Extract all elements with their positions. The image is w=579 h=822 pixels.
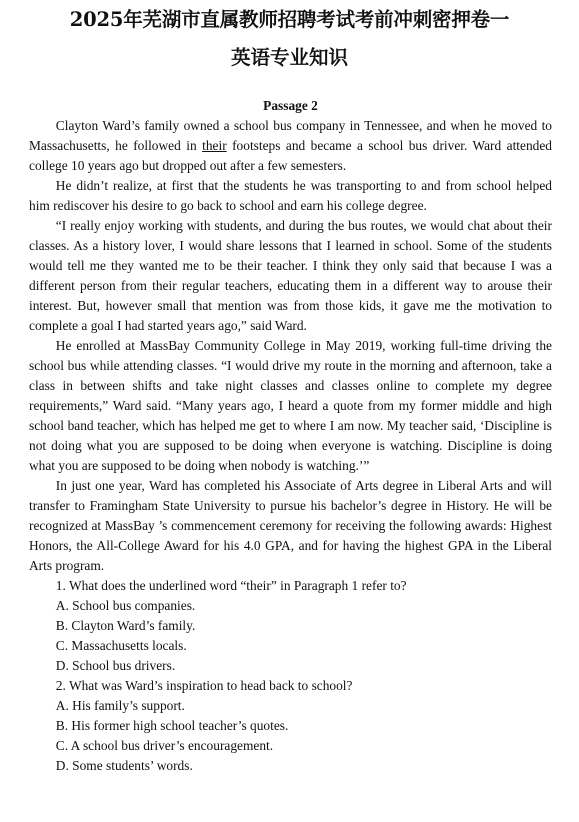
paragraph-3: “I really enjoy working with students, and during the bus routes, we would chat about their classes. As a history lover, I would share lessons that I learned in school. Some of the students would tell me they wanted me to be their teacher. I think they only said that because I was a different person from their regular teachers, educating them in a different way to arouse their interest. But, however small that mention was from those kids, it gave me the motivation to complete a goal I had started years ago,” said Ward. [29, 218, 552, 333]
question-1 [29, 576, 552, 676]
question-1-stem: 1. What does the underlined word “their” in Paragraph 1 refer to? [55, 578, 407, 593]
exam-subtitle: 英语专业知识 [230, 46, 348, 69]
passage-title: Passage 2 [263, 98, 318, 113]
passage-content [29, 96, 552, 776]
question-1-option-b: B. Clayton Ward’s family. [55, 618, 196, 633]
paragraph-1 [29, 116, 552, 176]
question-2-option-d: D. Some students’ words. [55, 758, 193, 773]
exam-title: 2025年芜湖市直属教师招聘考试考前冲刺密押卷一 [69, 8, 510, 31]
question-1-option-c: C. Massachusetts locals. [55, 638, 187, 653]
question-1-option-a: A. School bus companies. [55, 598, 196, 613]
underlined-word: their [202, 138, 227, 153]
question-2 [29, 676, 552, 776]
paragraph-5: In just one year, Ward has completed his Associate of Arts degree in Liberal Arts and will transfer to Framingham State University to pursue his bachelor’s degree in History. He will be recognized at MassBay ’s commencement ceremony for receiving the following awards: Highest Honors, the All-College Award for his 4.0 GPA, and for having the highest GPA in the Liberal Arts program. [29, 478, 552, 573]
paragraph-1-end: footsteps and became a school bus driver. Ward attended college 10 years ago but dropped out after a few semesters. [29, 138, 552, 173]
question-2-option-a: A. His family’s support. [55, 698, 185, 713]
paragraph-1-start: Clayton Ward’s family owned a school bus company in Tennessee, and when he moved to Massachusetts, he followed in [29, 118, 552, 153]
question-2-option-c: C. A school bus driver’s encouragement. [55, 738, 274, 753]
question-1-option-d: D. School bus drivers. [55, 658, 176, 673]
paragraph-2: He didn’t realize, at first that the students he was transporting to and from school helped him rediscover his desire to go back to school and earn his college degree. [29, 178, 552, 213]
question-2-option-b: B. His former high school teacher’s quotes. [55, 718, 289, 733]
question-2-stem: 2. What was Ward’s inspiration to head back to school? [55, 678, 353, 693]
paragraph-4: He enrolled at MassBay Community College in May 2019, working full-time driving the school bus while attending classes. “I would drive my route in the morning and afternoon, take a class in between shifts and take night classes and classes online to complete my degree requirements,” Ward said. “Many years ago, I heard a quote from my former middle and high school band teacher, which has helped me get to where I am now. My teacher said, ‘Discipline is not doing what you are supposed to be doing when everyone is watching. Discipline is doing what you are supposed to be doing when nobody is watching.’” [29, 338, 552, 473]
